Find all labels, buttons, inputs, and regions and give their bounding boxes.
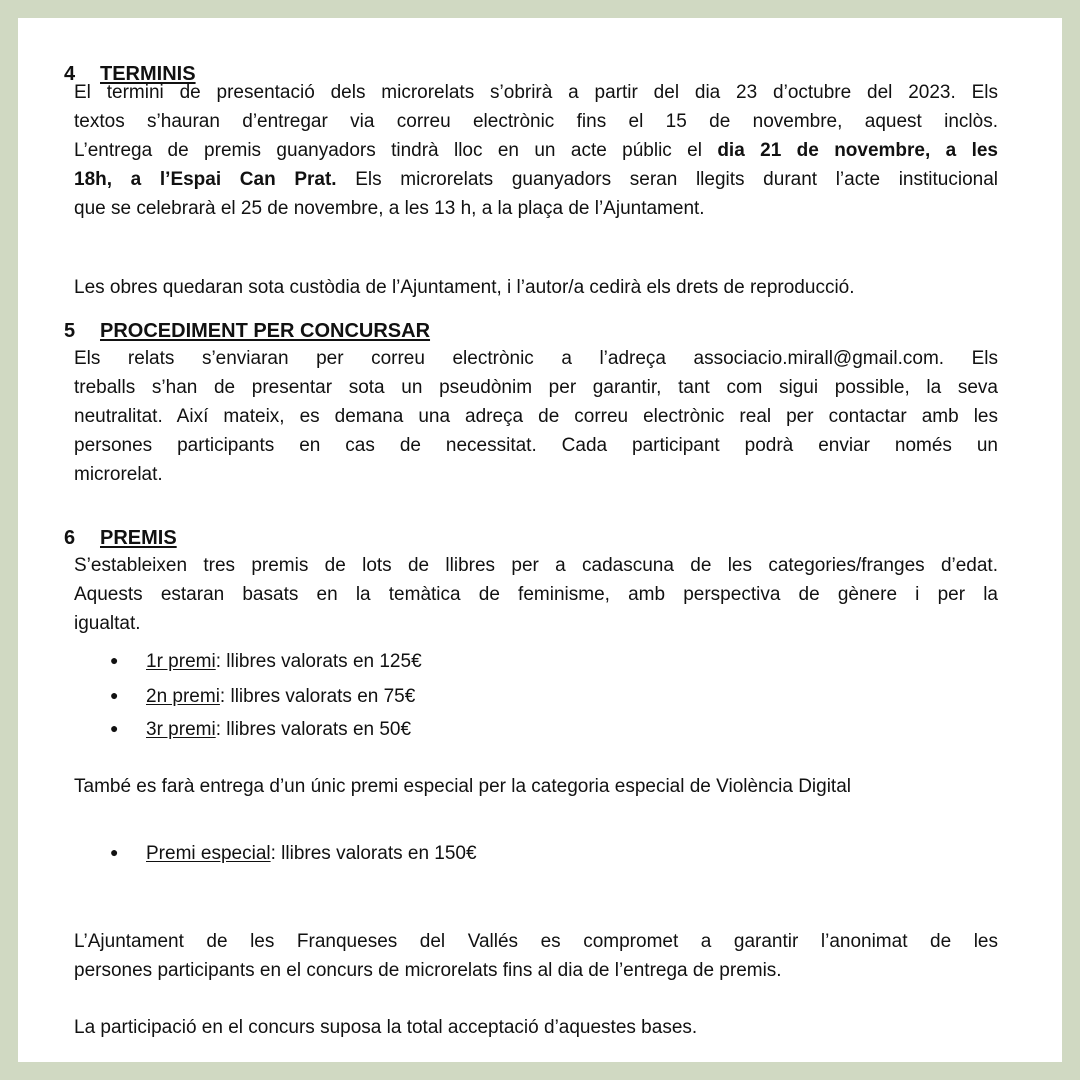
bold-date-text: dia 21 de novembre, a les <box>717 140 998 161</box>
section-6-paragraph <box>74 551 998 638</box>
paragraph-line: La participació en el concurs suposa la total acceptació d’aquestes bases. <box>74 1017 698 1038</box>
paragraph-line: persones participants en cas de necessitat. Cada participant podrà enviar només un <box>74 435 998 456</box>
section-5-heading <box>64 319 430 343</box>
prize-list-item <box>110 648 422 674</box>
special-prize-item <box>110 840 477 866</box>
section-5-paragraph <box>74 344 998 489</box>
bold-venue-text: 18h, a l’Espai Can Prat. <box>74 169 337 190</box>
prize-label: Premi especial <box>146 843 271 864</box>
bullet-icon: ● <box>110 844 119 860</box>
paragraph-line <box>74 136 998 165</box>
paragraph-line: Aquests estaran basats en la temàtica de feminisme, amb perspectiva de gènere i per la <box>74 584 998 605</box>
paragraph-line: Les obres quedaran sota custòdia de l’Ajuntament, i l’autor/a cedirà els drets de reproducció. <box>74 277 855 298</box>
paragraph-line <box>74 165 998 194</box>
section-title: PREMIS <box>100 527 177 549</box>
paragraph-line: textos s’hauran d’entregar via correu electrònic fins el 15 de novembre, aquest inclòs. <box>74 111 998 132</box>
section-title: PROCEDIMENT PER CONCURSAR <box>100 320 431 342</box>
line-text: L’entrega de premis guanyadors tindrà lloc en un acte públic el <box>74 140 718 161</box>
bullet-icon: ● <box>110 720 119 736</box>
paragraph-line: treballs s’han de presentar sota un pseudònim per garantir, tant com sigui possible, la seva <box>74 377 998 398</box>
paragraph-line: Els relats s’enviaran per correu electrònic a l’adreça associacio.mirall@gmail.com. Els <box>74 348 998 369</box>
bullet-icon: ● <box>110 652 119 668</box>
paragraph-line: El termini de presentació dels microrelats s’obrirà a partir del dia 23 d’octubre del 2023. Els <box>74 82 998 103</box>
prize-label: 3r premi <box>146 719 216 740</box>
special-prize-intro <box>74 772 998 801</box>
prize-text: : llibres valorats en 75€ <box>219 686 416 707</box>
line-text: Els microrelats guanyadors seran llegits durant l’acte institucional <box>336 169 998 190</box>
prize-label: 1r premi <box>146 651 216 672</box>
section-4-paragraph <box>74 78 998 223</box>
document-page <box>18 18 1062 1062</box>
acceptance-paragraph <box>74 1013 998 1042</box>
prize-label: 2n premi <box>146 686 220 707</box>
anonymity-paragraph <box>74 927 998 985</box>
paragraph-line: microrelat. <box>74 464 163 485</box>
paragraph-line: neutralitat. Així mateix, es demana una adreça de correu electrònic real per contactar amb les <box>74 406 998 427</box>
section-number: 6 <box>64 527 76 549</box>
paragraph-line: S’estableixen tres premis de lots de llibres per a cadascuna de les categories/franges d’edat. <box>74 555 998 576</box>
section-6-heading <box>64 526 177 550</box>
section-number: 4 <box>64 63 76 85</box>
paragraph-line: També es farà entrega d’un únic premi especial per la categoria especial de Violència Digital <box>74 776 851 797</box>
paragraph-line: que se celebrarà el 25 de novembre, a les 13 h, a la plaça de l’Ajuntament. <box>74 198 705 219</box>
paragraph-line: L’Ajuntament de les Franqueses del Vallés es compromet a garantir l’anonimat de les <box>74 931 998 952</box>
paragraph-line: persones participants en el concurs de microrelats fins al dia de l’entrega de premis. <box>74 960 782 981</box>
paragraph-line: igualtat. <box>74 613 141 634</box>
prize-text: : llibres valorats en 50€ <box>215 719 412 740</box>
section-4-custody-paragraph <box>74 273 998 302</box>
prize-list-item <box>110 683 415 709</box>
section-number: 5 <box>64 320 76 342</box>
prize-text: : llibres valorats en 150€ <box>270 843 477 864</box>
prize-list-item <box>110 716 411 742</box>
prize-text: : llibres valorats en 125€ <box>215 651 422 672</box>
bullet-icon: ● <box>110 687 119 703</box>
section-title: TERMINIS <box>100 63 196 85</box>
